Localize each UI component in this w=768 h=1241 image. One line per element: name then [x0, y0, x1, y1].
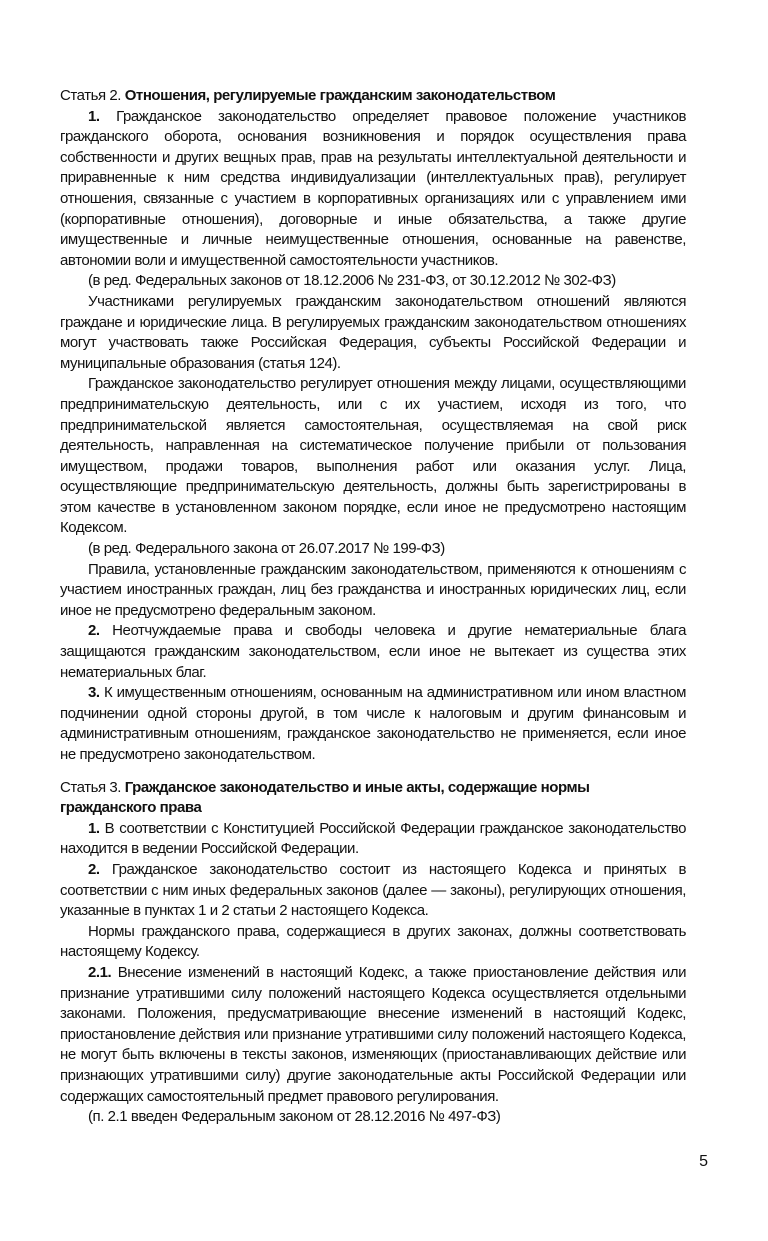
paragraph-text: Участниками регулируемых гражданским законодательством отношений являются граждане и юридические лица. В регулируемых гражданским законодательством отношениях могут участвовать также Российская Федерация, субъекты Российской Федерации и муниципальные образования (статья 124). [60, 292, 686, 372]
paragraph-text: Гражданское законодательство регулирует отношения между лицами, осуществляющими предпринимательскую деятельность, или с их участием, исходя из того, что предпринимательской является самостоятельная, осуществляемая на свой риск деятельность, направленная на систематическое получение прибыли от пользования имуществом, продажи товаров, выполнения работ или оказания услуг. Лица, осуществляющие предпринимательскую деятельность, должны быть зарегистрированы в этом качестве в установленном законом порядке, если иное не предусмотрено настоящим Кодексом. [60, 375, 686, 537]
paragraph [60, 539, 686, 560]
paragraph-text: Гражданское законодательство состоит из настоящего Кодекса и принятых в соответствии с ним иных федеральных законов (далее — законы), регулирующих отношения, указанные в пунктах 1 и 2 статьи 2 настоящего Кодекса. [60, 860, 686, 920]
article-2-prefix: Статья 2. [60, 87, 125, 104]
paragraph [60, 621, 686, 683]
paragraph [60, 374, 686, 539]
article-2-title [60, 86, 686, 107]
paragraph-text: (в ред. Федеральных законов от 18.12.2006 № 231-ФЗ, от 30.12.2012 № 302-ФЗ) [88, 272, 616, 290]
paragraph [60, 819, 686, 860]
article-3-prefix: Статья 3. [60, 778, 125, 796]
page-content [60, 86, 686, 1128]
paragraph-number: 1. [88, 819, 105, 837]
paragraph-text: Нормы гражданского права, содержащиеся в других законах, должны соответствовать настоящему Кодексу. [60, 922, 686, 961]
paragraph-text: К имущественным отношениям, основанным на административном или ином властном подчинении одной стороны другой, в том числе к налоговым и другим финансовым и административным отношениям, гражданское законодательство не применяется, если иное не предусмотрено законодательством. [60, 684, 687, 763]
paragraph-number: 2. [88, 860, 112, 878]
article-3-title [60, 778, 686, 819]
paragraph-text: (п. 2.1 введен Федеральным законом от 28.12.2016 № 497-ФЗ) [88, 1108, 501, 1126]
paragraph-number: 1. [88, 107, 117, 125]
article-2-heading: Отношения, регулируемые гражданским законодательством [124, 87, 556, 104]
paragraph-text: Правила, установленные гражданским законодательством, применяются к отношениям с участием иностранных граждан, лиц без гражданства и иностранных юридических лиц, если иное не предусмотрено федеральным законом. [60, 560, 686, 619]
paragraph-number: 2.1. [88, 963, 118, 981]
paragraph-text: Внесение изменений в настоящий Кодекс, а также приостановление действия или признание утратившими силу положений настоящего Кодекса осуществляется отдельными законами. Положения, предусматривающие внесение изменений в настоящий Кодекс, приостановление действия или признание утратившими силу положений настоящего Кодекса, не могут быть включены в тексты законов, изменяющих (приостанавливающих действие или признающих утратившими силу) другие законодательные акты Российской Федерации или содержащих самостоятельный предмет правового регулирования. [60, 963, 687, 1105]
article-3-heading: Гражданское законодательство и иные акты, содержащие нормы гражданского права [60, 778, 590, 817]
paragraph [60, 683, 686, 765]
paragraph-number: 3. [88, 684, 104, 702]
paragraph-text: Неотчуждаемые права и свободы человека и другие нематериальные блага защищаются гражданским законодательством, если иное не вытекает из существа этих нематериальных благ. [60, 622, 687, 681]
paragraph-number: 2. [88, 622, 113, 640]
paragraph [60, 922, 686, 963]
page-number: 5 [699, 1153, 708, 1170]
paragraph-text: (в ред. Федерального закона от 26.07.2017 № 199-ФЗ) [88, 540, 445, 558]
paragraph [60, 271, 686, 292]
paragraph [60, 1107, 686, 1128]
paragraph [60, 107, 686, 272]
paragraph [60, 860, 686, 922]
paragraph [60, 560, 686, 622]
paragraph [60, 963, 686, 1107]
paragraph-text: Гражданское законодательство определяет правовое положение участников гражданского оборота, основания возникновения и порядок осуществления права собственности и других вещных прав, прав на результаты интеллектуальной деятельности и приравненные к ним средства индивидуализации (интеллектуальных прав), регулирует отношения, связанные с участием в корпоративных организациях или с управлением ими (корпоративные отношения), договорные и иные обязательства, а также другие имущественные и личные неимущественные отношения, основанные на равенстве, автономии воли и имущественной самостоятельности участников. [60, 107, 686, 269]
paragraph [60, 292, 686, 374]
paragraph-text: В соответствии с Конституцией Российской Федерации гражданское законодательство находится в ведении Российской Федерации. [60, 819, 687, 858]
